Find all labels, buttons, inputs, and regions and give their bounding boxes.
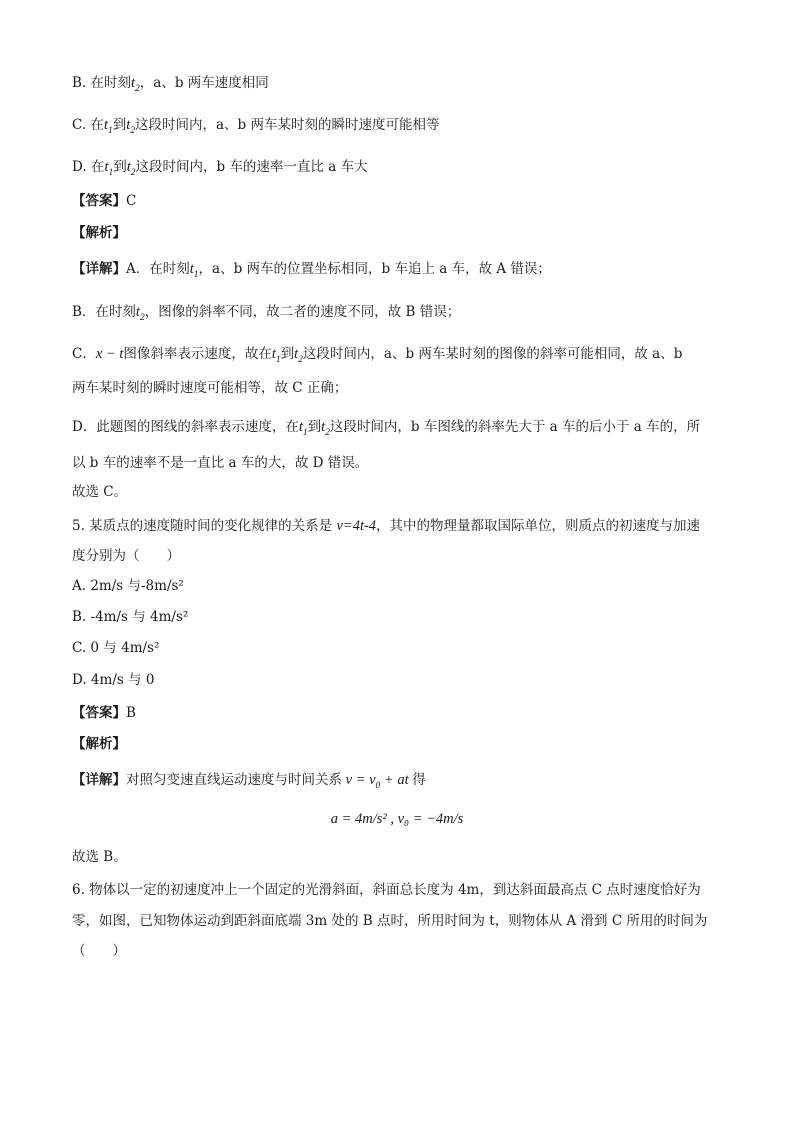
detail-text-2: 图像斜率表示速度，故在 — [123, 346, 272, 362]
question-stem-text: 6. 物体以一定的初速度冲上一个固定的光滑斜面，斜面总长度为 4m，到达斜面最高点 C 点时速度恰好为 — [72, 882, 701, 898]
detail-text-2: 到 — [307, 419, 322, 435]
detail-text-2: ，a、b 两车的位置坐标相同，b 车追上 a 车，故 A 错误； — [198, 261, 551, 277]
detail-text: A．在时刻 — [126, 261, 190, 277]
q4-detail-b — [72, 302, 460, 322]
t1-symbol: $t_1$ — [103, 117, 113, 136]
q5-conclusion — [72, 847, 127, 867]
detail-text-2: ，图像的斜率不同，故二者的速度不同，故 B 错误； — [144, 304, 461, 320]
q4-option-b-text: B. 在时刻 — [72, 75, 132, 91]
q5-stem-line2 — [72, 546, 180, 566]
q6-stem — [72, 880, 701, 900]
q5-stem — [72, 516, 700, 536]
question-stem-text-2: ，其中的物理量都取国际单位，则质点的初速度与加速 — [376, 518, 701, 534]
q4-detail-c — [72, 344, 682, 364]
q6-stem-line2 — [72, 911, 707, 931]
q5-equation: a = 4m/s² , v₀ = −4m/s — [330, 811, 464, 827]
kinematics-formula: $v = v_0$ + at — [342, 772, 413, 791]
q4-conclusion — [72, 482, 127, 502]
question-stem-text: 度分别为（ ） — [72, 548, 180, 564]
answer-value: B — [126, 705, 136, 721]
answer-tag: 【答案】 — [72, 705, 126, 721]
q4-analysis-tag — [72, 223, 126, 243]
t1-symbol: $t_1$ — [104, 159, 114, 178]
option-text: A. 2m/s 与-8m/s² — [72, 578, 184, 594]
q5-analysis-tag — [72, 734, 126, 754]
q4-answer — [72, 191, 136, 211]
conclusion-text: 故选 B。 — [72, 849, 127, 865]
detail-text-3: 这段时间内，b 车图线的斜率先大于 a 车的后小于 a 车的，所 — [329, 419, 701, 435]
q4-option-d-text-3: 这段时间内，b 车的速率一直比 a 车大 — [135, 159, 368, 175]
q5-detail — [72, 770, 426, 790]
t1-symbol: $t_1$ — [271, 346, 281, 365]
t1-symbol: $t_1$ — [189, 261, 199, 280]
detail-text-3: 到 — [280, 346, 295, 362]
q5-option-a — [72, 576, 184, 596]
option-text: B. -4m/s 与 4m/s² — [72, 609, 189, 625]
q4-detail-d-line2 — [72, 453, 368, 473]
xt-graph-symbol: x − t — [95, 346, 124, 362]
q4-option-c-text-3: 这段时间内，a、b 两车某时刻的瞬时速度可能相等 — [135, 117, 440, 133]
q4-detail-c-line2 — [72, 378, 347, 398]
detail-text: B．在时刻 — [72, 304, 136, 320]
detail-text: 以 b 车的速率不是一直比 a 车的大，故 D 错误。 — [72, 455, 369, 471]
q4-option-b-text-2: ，a、b 两车速度相同 — [139, 75, 269, 91]
option-text: D. 4m/s 与 0 — [72, 672, 155, 688]
detail-text: C． — [72, 346, 96, 362]
q4-option-d — [72, 157, 368, 177]
question-stem-text: 零，如图，已知物体运动到距斜面底端 3m 处的 B 点时，所用时间为 t，则物体从 A 滑到 C 所用的时间为 — [72, 913, 708, 929]
detail-tag: 【详解】 — [72, 772, 126, 788]
analysis-tag: 【解析】 — [72, 736, 126, 752]
q4-option-b — [72, 73, 269, 93]
detail-text: 两车某时刻的瞬时速度可能相等，故 C 正确； — [72, 380, 348, 396]
analysis-tag: 【解析】 — [72, 225, 126, 241]
velocity-formula: v=4t-4 — [336, 518, 377, 534]
q5-option-d — [72, 670, 154, 690]
detail-tag: 【详解】 — [72, 261, 126, 277]
t2-symbol: $t_2$ — [126, 159, 136, 178]
t2-symbol: $t_2$ — [131, 75, 140, 94]
detail-text-4: 这段时间内，a、b 两车某时刻的图像的斜率可能相同，故 a、b — [302, 346, 683, 362]
t1-symbol: $t_1$ — [298, 419, 308, 438]
detail-text: 对照匀变速直线运动速度与时间关系 — [126, 772, 342, 788]
q4-option-c — [72, 115, 439, 135]
q4-option-d-text: D. 在 — [72, 159, 105, 175]
q5-option-c — [72, 638, 159, 658]
q4-option-c-text: C. 在 — [72, 117, 104, 133]
q4-option-d-text-2: 到 — [113, 159, 127, 175]
t2-symbol: $t_2$ — [135, 304, 145, 323]
q4-detail-a — [72, 259, 551, 279]
q5-option-b — [72, 607, 188, 627]
t2-symbol: $t_2$ — [126, 117, 135, 136]
question-stem-text: 5. 某质点的速度随时间的变化规律的关系是 — [72, 518, 337, 534]
answer-value: C — [126, 193, 137, 209]
q6-stem-line3 — [72, 941, 126, 961]
t2-symbol: $t_2$ — [321, 419, 330, 438]
conclusion-text: 故选 C。 — [72, 484, 128, 500]
answer-tag: 【答案】 — [72, 193, 126, 209]
question-stem-text: （ ） — [72, 943, 126, 959]
detail-text: D．此题图的图线的斜率表示速度，在 — [72, 419, 299, 435]
option-text: C. 0 与 4m/s² — [72, 640, 160, 656]
q5-answer — [72, 703, 136, 723]
q4-detail-d — [72, 417, 700, 437]
detail-text-2: 得 — [412, 772, 426, 788]
t2-symbol: $t_2$ — [294, 346, 303, 365]
q4-option-c-text-2: 到 — [112, 117, 127, 133]
